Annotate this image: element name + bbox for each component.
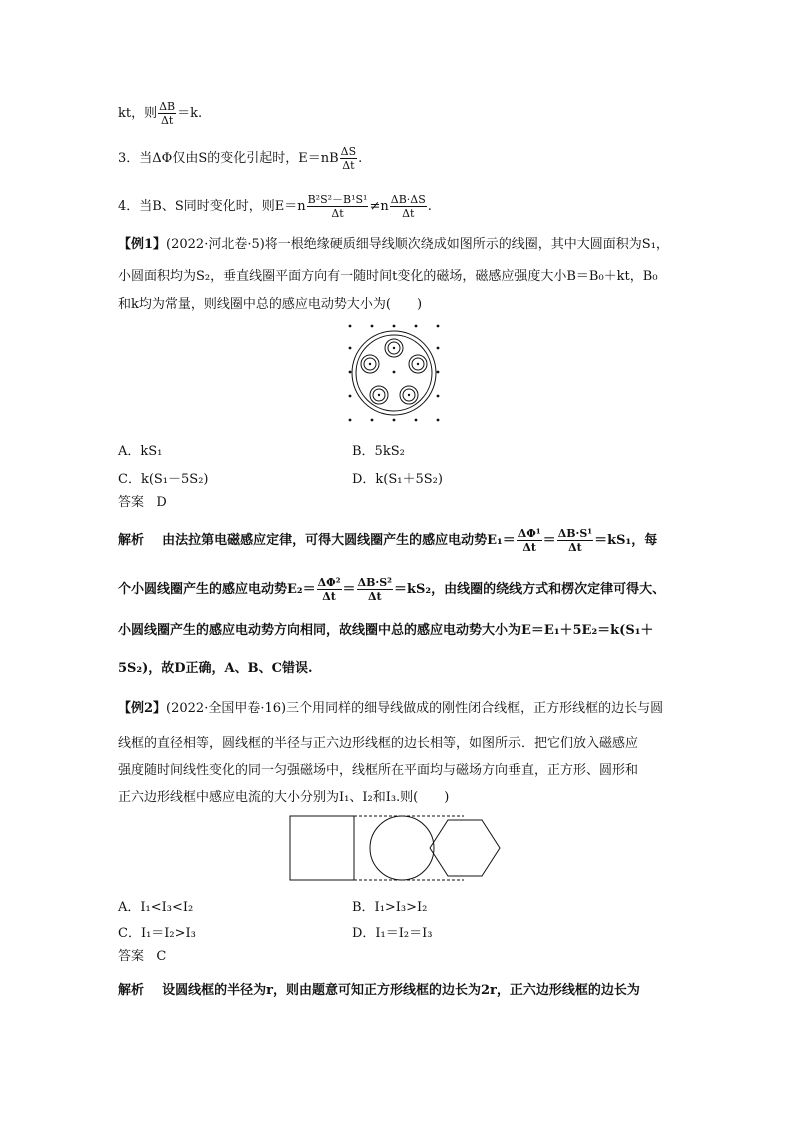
fraction: $\frac{\text{ΔΦ¹}}{\Delta t}$ bbox=[517, 527, 541, 554]
ex1-stem-line-1 bbox=[118, 236, 669, 254]
answer-value: D bbox=[156, 495, 167, 510]
text: ＝k. bbox=[177, 106, 203, 121]
ex2-stem-line-2: 线框的直径相等，圆线框的半径与正六边形线框的边长相等，如图所示．把它们放入磁感应 bbox=[118, 736, 639, 751]
ex1-analysis-line-3: 小圆线圈产生的感应电动势方向相同，故线圈中总的感应电动势大小为E＝E₁＋5E₂＝k(S₁＋ bbox=[118, 623, 654, 638]
ex1-option-d[interactable]: D．k(S₁＋5S₂) bbox=[352, 472, 443, 487]
formula-line-4 bbox=[118, 193, 432, 220]
ex2-stem-line-3: 强度随时间线性变化的同一匀强磁场中，线框所在平面均与磁场方向垂直，正方形、圆形和 bbox=[118, 763, 639, 778]
text: . bbox=[427, 199, 432, 214]
text: ＝kS₁，每 bbox=[594, 533, 658, 548]
answer-label: 答案 bbox=[118, 495, 145, 510]
text: 个小圆线圈产生的感应电动势E₂＝ bbox=[118, 582, 316, 597]
text: . bbox=[358, 151, 363, 166]
coil-figure bbox=[343, 322, 447, 426]
fraction: $\frac{\text{B²S²－B¹S¹}}{\Delta t}$ bbox=[307, 193, 368, 220]
ex2-stem-line-4: 正六边形线框中感应电流的大小分别为I₁、I₂和I₃.则( ) bbox=[118, 790, 450, 805]
text: ＝kS₂，由线圈的绕线方式和楞次定律可得大、 bbox=[394, 582, 666, 597]
fraction: $\frac{\Delta B}{\Delta t}$ bbox=[159, 100, 176, 127]
ex1-option-b[interactable]: B．5kS₂ bbox=[352, 444, 405, 459]
ex2-answer bbox=[118, 948, 166, 966]
stem-text: (2022·全国甲卷·16)三个用同样的细导线做成的刚性闭合线框，正方形线框的边长与圆 bbox=[166, 701, 664, 716]
analysis-label: 解析 bbox=[118, 533, 145, 548]
ex1-analysis-line-2: 个小圆线圈产生的感应电动势E₂＝ $\frac{\text{ΔΦ²}}{\Delta t}$ ＝ $\frac{\text{ΔB·S²}}{\Delta t}$ ＝kS₂，由线圈的绕线方式和楞次定律可得大、 bbox=[118, 576, 666, 603]
example-tag: 【例2】 bbox=[118, 701, 167, 716]
stem-text: (2022·河北卷·5)将一根绝缘硬质细导线顺次绕成如图所示的线圈，其中大圆面积为S₁， bbox=[166, 237, 669, 252]
example-tag: 【例1】 bbox=[118, 237, 167, 252]
text: 由法拉第电磁感应定律，可得大圆线圈产生的感应电动势E₁＝ bbox=[162, 533, 516, 548]
ex2-analysis-line-1 bbox=[118, 982, 640, 1000]
ex1-analysis-line-1: 解析 由法拉第电磁感应定律，可得大圆线圈产生的感应电动势E₁＝ $\frac{\text{ΔΦ¹}}{\Delta t}$ ＝ $\frac{\text{ΔB·S¹}}{\Delta t}$ ＝kS₁，每 bbox=[118, 527, 658, 554]
fraction: $\frac{\text{ΔB·S¹}}{\Delta t}$ bbox=[557, 527, 593, 554]
ex1-option-c[interactable]: C．k(S₁－5S₂) bbox=[118, 472, 209, 487]
ex1-option-a[interactable]: A．kS₁ bbox=[118, 444, 163, 459]
ex2-option-a[interactable]: A．I₁<I₃<I₂ bbox=[118, 900, 194, 915]
text: 3．当ΔΦ仅由S的变化引起时，E＝nB bbox=[118, 151, 339, 166]
ex2-option-d[interactable]: D．I₁＝I₂＝I₃ bbox=[352, 926, 433, 941]
formula-line-3 bbox=[118, 145, 362, 172]
ex1-stem-line-3: 和k均为常量，则线圈中总的感应电动势大小为( ) bbox=[118, 297, 423, 312]
ex2-stem-line-1 bbox=[118, 700, 663, 718]
ex1-stem-line-2: 小圆面积均为S₂，垂直线圈平面方向有一随时间t变化的磁场，磁感应强度大小B＝B₀＋kt，B₀ bbox=[118, 269, 658, 284]
text: 设圆线框的半径为r，则由题意可知正方形线框的边长为2r，正六边形线框的边长为 bbox=[162, 983, 640, 998]
answer-label: 答案 bbox=[118, 949, 145, 964]
fraction: $\frac{\Delta S}{\Delta t}$ bbox=[340, 145, 357, 172]
answer-value: C bbox=[156, 949, 167, 964]
text: ≠n bbox=[369, 199, 389, 214]
text: 4．当B、S同时变化时，则E＝n bbox=[118, 199, 306, 214]
fraction: $\frac{\text{ΔΦ²}}{\Delta t}$ bbox=[317, 576, 341, 603]
text: kt，则 bbox=[118, 106, 158, 121]
ex2-option-b[interactable]: B．I₁>I₃>I₂ bbox=[352, 900, 428, 915]
ex1-answer bbox=[118, 494, 167, 512]
ex2-option-c[interactable]: C．I₁＝I₂>I₃ bbox=[118, 926, 196, 941]
fraction: $\frac{\Delta B\cdot\Delta S}{\Delta t}$ bbox=[390, 193, 426, 220]
formula-line-1 bbox=[118, 100, 202, 127]
frames-figure bbox=[288, 814, 528, 886]
fraction: $\frac{\text{ΔB·S²}}{\Delta t}$ bbox=[357, 576, 392, 603]
ex1-analysis-line-4: 5S₂)，故D正确，A、B、C错误. bbox=[118, 661, 313, 676]
analysis-label: 解析 bbox=[118, 983, 145, 998]
